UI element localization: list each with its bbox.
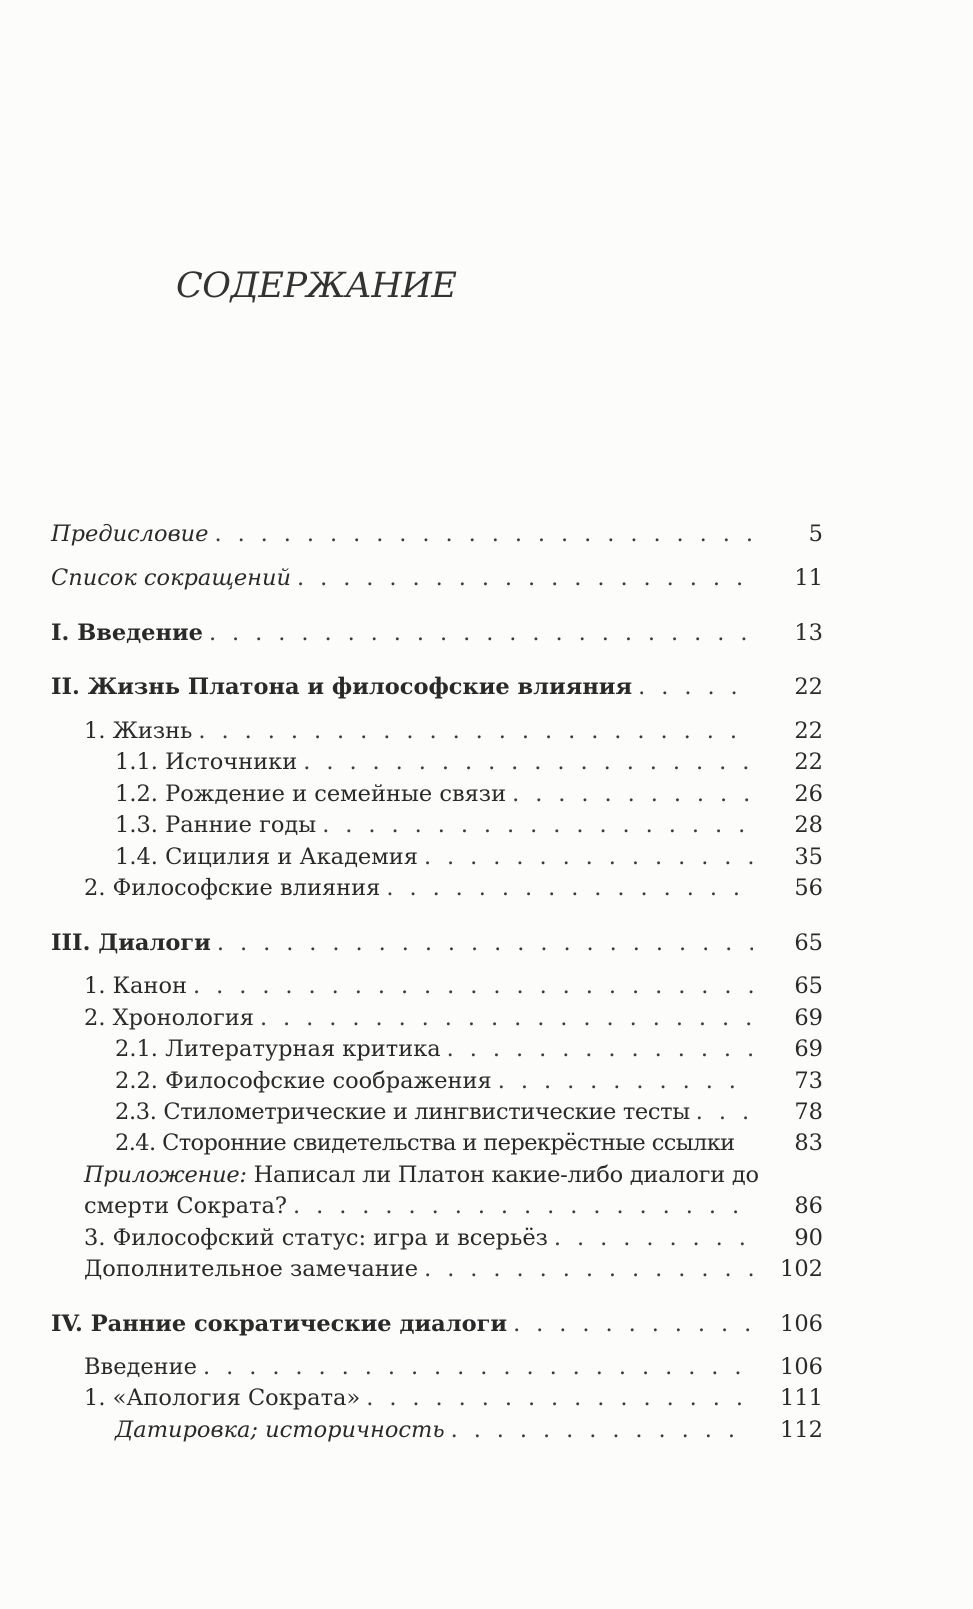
toc-entry-label: Список сокращений <box>51 565 291 591</box>
toc-entry-label[interactable] <box>84 1160 759 1190</box>
toc-entry-label-text: Написал ли Платон какие-либо диалоги до <box>253 1162 759 1188</box>
leader-dots <box>554 1223 753 1253</box>
toc-entry-page: 86 <box>794 1193 823 1219</box>
toc-entry-page: 111 <box>780 1385 823 1411</box>
toc-entry-page: 83 <box>794 1130 823 1156</box>
toc-entry[interactable] <box>51 672 823 702</box>
toc-entry-label: 2.1. Литературная критика <box>115 1036 441 1062</box>
toc-entry-page: 22 <box>794 749 823 775</box>
toc-entry-label: 3. Философский статус: игра и всерьёз <box>84 1225 548 1251</box>
toc-entry-page: 22 <box>794 674 823 700</box>
toc-entry-label: 2. Философские влияния <box>84 875 381 901</box>
toc-entry-page: 13 <box>794 620 823 646</box>
toc-entry[interactable] <box>115 1066 823 1096</box>
leader-dots <box>217 928 753 958</box>
toc-entry-page: 35 <box>794 844 823 870</box>
toc-entry[interactable] <box>84 1223 823 1253</box>
leader-dots <box>638 672 753 702</box>
leader-dots <box>293 1191 753 1221</box>
toc-entry[interactable] <box>84 1383 823 1413</box>
leader-dots <box>447 1034 753 1064</box>
leader-dots <box>512 779 753 809</box>
leader-dots <box>696 1097 753 1127</box>
toc-entry-label: 2.4. Сторонние свидетельства и перекрёстные ссылки <box>115 1130 735 1156</box>
toc-entry[interactable] <box>84 716 823 746</box>
leader-dots <box>498 1066 753 1096</box>
toc-entry-page: 5 <box>808 521 823 547</box>
toc-entry-page: 69 <box>794 1036 823 1062</box>
toc-entry-page: 106 <box>780 1311 823 1337</box>
toc-entry-label: Датировка; историчность <box>115 1417 445 1443</box>
toc-entry-page: 73 <box>794 1068 823 1094</box>
leader-dots <box>424 842 753 872</box>
toc-entry-label: Введение <box>84 1354 197 1380</box>
toc-entry[interactable] <box>84 1254 823 1284</box>
toc-entry-label: 1.3. Ранние годы <box>115 812 317 838</box>
toc-entry[interactable] <box>51 618 823 648</box>
leader-dots <box>198 716 753 746</box>
leader-dots <box>193 971 753 1001</box>
leader-dots <box>386 873 753 903</box>
toc-entry-label: 1. Канон <box>84 973 187 999</box>
toc-entry-label: 2.3. Стилометрические и лингвистические тесты <box>115 1099 690 1125</box>
toc-entry[interactable] <box>115 810 823 840</box>
toc-entry-label: 2. Хронология <box>84 1005 254 1031</box>
toc-entry-page: 11 <box>794 565 823 591</box>
leader-dots <box>303 747 753 777</box>
toc-entry-page: 65 <box>794 930 823 956</box>
toc-entry[interactable] <box>115 1097 823 1127</box>
toc-entry-label: 1.1. Источники <box>115 749 298 775</box>
toc-entry[interactable] <box>51 1309 823 1339</box>
toc-entry-page: 106 <box>780 1354 823 1380</box>
toc-entry-label: 1. Жизнь <box>84 718 193 744</box>
toc-entry-label: I. Введение <box>51 620 203 646</box>
toc-entry[interactable] <box>84 873 823 903</box>
toc-entry-page: 69 <box>794 1005 823 1031</box>
toc-entry-label: 1.2. Рождение и семейные связи <box>115 781 507 807</box>
leader-dots <box>214 519 753 549</box>
leader-dots <box>451 1415 753 1445</box>
leader-dots <box>260 1003 753 1033</box>
toc-entry[interactable] <box>115 779 823 809</box>
toc-entry-page: 102 <box>780 1256 823 1282</box>
leader-dots <box>322 810 753 840</box>
toc-entry[interactable] <box>115 1128 823 1158</box>
toc-entry-page: 90 <box>794 1225 823 1251</box>
toc-entry-label: II. Жизнь Платона и философские влияния <box>51 674 633 700</box>
toc-entry[interactable] <box>51 928 823 958</box>
toc-entry-label: III. Диалоги <box>51 930 211 956</box>
toc-entry[interactable] <box>84 1191 823 1221</box>
toc-entry[interactable] <box>115 747 823 777</box>
page-title: СОДЕРЖАНИЕ <box>176 266 457 306</box>
leader-dots <box>203 1352 753 1382</box>
toc-entry-page: 26 <box>794 781 823 807</box>
toc-entry[interactable] <box>115 1415 823 1445</box>
leader-dots <box>513 1309 753 1339</box>
toc-entry[interactable] <box>84 971 823 1001</box>
leader-dots <box>209 618 753 648</box>
leader-dots <box>297 563 753 593</box>
toc-entry-label: 1. «Апология Сократа» <box>84 1385 361 1411</box>
toc-entry-page: 65 <box>794 973 823 999</box>
toc-entry-label: Дополнительное замечание <box>84 1256 419 1282</box>
toc-entry[interactable] <box>51 519 823 549</box>
toc-entry-label: 1.4. Сицилия и Академия <box>115 844 418 870</box>
toc-entry[interactable] <box>84 1352 823 1382</box>
toc-entry[interactable] <box>51 563 823 593</box>
leader-dots <box>424 1254 753 1284</box>
toc-entry-page: 28 <box>794 812 823 838</box>
toc-entry-label-cont: смерти Сократа? <box>84 1193 287 1219</box>
toc-entry[interactable] <box>115 842 823 872</box>
toc-entry[interactable] <box>84 1003 823 1033</box>
toc-entry-page: 22 <box>794 718 823 744</box>
toc-entry-label: 2.2. Философские соображения <box>115 1068 492 1094</box>
leader-dots <box>366 1383 753 1413</box>
toc-entry-label: Предисловие <box>51 521 209 547</box>
toc-entry-page: 112 <box>780 1417 823 1443</box>
toc-entry-label: IV. Ранние сократические диалоги <box>51 1311 508 1337</box>
appendix-label: Приложение: <box>84 1162 247 1188</box>
toc-entry[interactable] <box>115 1034 823 1064</box>
toc-entry-page: 56 <box>794 875 823 901</box>
toc-entry-page: 78 <box>794 1099 823 1125</box>
